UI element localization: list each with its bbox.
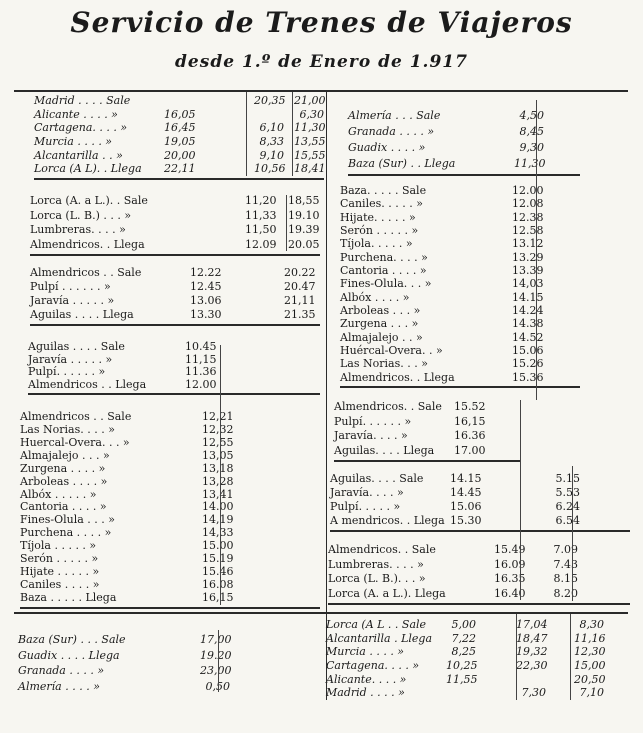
timetable-row bbox=[340, 251, 580, 264]
departure-time: 7.09 bbox=[553, 543, 578, 556]
station-label: Pulpí. . . . . . » bbox=[334, 414, 412, 428]
departure-time: 19,05 bbox=[164, 134, 196, 148]
departure-time: 21,11 bbox=[284, 294, 316, 307]
station-label: Alcantarilla . . » bbox=[34, 148, 123, 162]
timetable-row bbox=[334, 415, 520, 430]
timetable-block-r5 bbox=[328, 543, 630, 605]
departure-time: 15,00 bbox=[574, 658, 606, 672]
timetable-row bbox=[330, 472, 630, 486]
departure-time: 14.24 bbox=[512, 303, 544, 317]
column-divider bbox=[292, 92, 293, 176]
departure-time: 6.24 bbox=[555, 500, 580, 513]
station-label: Jaravía. . . . » bbox=[334, 429, 408, 442]
departure-time: 16.36 bbox=[454, 429, 486, 442]
departure-time: 4,50 bbox=[519, 109, 544, 122]
timetable-block-r2 bbox=[340, 184, 580, 388]
departure-time: 13.39 bbox=[512, 263, 544, 277]
departure-time: 12.00 bbox=[185, 377, 217, 391]
departure-time: 8,25 bbox=[451, 645, 476, 659]
departure-time: 13,18 bbox=[202, 461, 234, 475]
timetable-row bbox=[340, 264, 580, 277]
station-label: Almendricos. . Sale bbox=[328, 543, 436, 556]
departure-time: 11,16 bbox=[574, 631, 606, 645]
bottom-section-rule bbox=[14, 612, 628, 614]
timetable-row bbox=[330, 500, 630, 514]
departure-time: 16.09 bbox=[494, 557, 526, 571]
timetable-block-r4 bbox=[330, 472, 630, 532]
station-label: Almería . . . Sale bbox=[348, 109, 441, 122]
timetable-row bbox=[20, 411, 320, 424]
station-label: Guadix . . . . » bbox=[348, 141, 426, 154]
station-label: Lorca (A. a L.). . Sale bbox=[30, 194, 148, 207]
timetable-row bbox=[28, 341, 320, 354]
departure-time: 15.26 bbox=[512, 357, 544, 371]
timetable-row bbox=[340, 344, 580, 357]
timetable-row bbox=[34, 135, 324, 149]
departure-time: 10.45 bbox=[185, 340, 217, 353]
station-label: Hijate. . . . . » bbox=[340, 210, 416, 224]
timetable-row bbox=[340, 197, 580, 210]
timetable-row bbox=[30, 266, 320, 280]
departure-time: 13,28 bbox=[202, 474, 234, 488]
timetable-row bbox=[326, 645, 634, 659]
station-label: Caniles . . . . » bbox=[20, 577, 100, 591]
station-label: Almendricos . . Llega bbox=[28, 377, 147, 391]
departure-time: 22,11 bbox=[164, 162, 196, 176]
station-label: Madrid . . . . » bbox=[326, 686, 405, 700]
column-divider bbox=[536, 100, 537, 400]
column-divider bbox=[220, 345, 221, 605]
departure-time: 12.09 bbox=[245, 237, 277, 251]
departure-time: 12.00 bbox=[512, 184, 544, 197]
timetable-row bbox=[34, 162, 324, 176]
station-label: Baza. . . . . Sale bbox=[340, 184, 427, 197]
departure-time: 5.53 bbox=[555, 486, 580, 499]
departure-time: 13.06 bbox=[190, 294, 222, 307]
departure-time: 17,00 bbox=[200, 633, 232, 646]
departure-time: 7,10 bbox=[579, 686, 604, 700]
timetable-row bbox=[18, 632, 318, 648]
departure-time: 15.30 bbox=[450, 514, 482, 527]
station-label: Almajalejo . . . » bbox=[20, 448, 110, 462]
timetable-row bbox=[326, 673, 634, 687]
timetable-row bbox=[330, 514, 630, 528]
timetable-row bbox=[34, 94, 324, 108]
station-label: Lorca (A. a L.). Llega bbox=[328, 586, 446, 600]
timetable-row bbox=[340, 304, 580, 317]
station-label: Fines-Olula . . . » bbox=[20, 513, 116, 527]
timetable-row bbox=[20, 450, 320, 463]
departure-time: 16.08 bbox=[202, 577, 234, 591]
departure-time: 12,32 bbox=[202, 422, 234, 436]
timetable-row bbox=[20, 592, 320, 605]
station-label: Lumbreras. . . . » bbox=[30, 223, 126, 236]
timetable-block-l5 bbox=[20, 411, 320, 609]
timetable-block-r3 bbox=[334, 400, 520, 462]
timetable-row bbox=[30, 209, 320, 224]
departure-time: 19.10 bbox=[288, 208, 320, 222]
station-label: Baza (Sur) . . . Sale bbox=[18, 633, 126, 646]
departure-time: 12,30 bbox=[574, 645, 606, 659]
timetable-row bbox=[340, 331, 580, 344]
station-label: Hijate . . . . . » bbox=[20, 565, 100, 579]
departure-time: 14.52 bbox=[512, 330, 544, 344]
timetable-row bbox=[18, 648, 318, 664]
column-divider bbox=[286, 195, 287, 251]
departure-time: 5,00 bbox=[451, 618, 476, 631]
station-label: Baza . . . . . Llega bbox=[20, 590, 117, 604]
station-label: Murcia . . . . » bbox=[326, 645, 405, 659]
timetable-row bbox=[328, 558, 630, 573]
timetable-subtitle: desde 1.º de Enero de 1.917 bbox=[175, 52, 468, 72]
departure-time: 15.36 bbox=[512, 370, 544, 384]
departure-time: 8,33 bbox=[259, 134, 284, 148]
timetable-row bbox=[328, 543, 630, 558]
timetable-row bbox=[20, 437, 320, 450]
timetable-row bbox=[18, 663, 318, 679]
departure-time: 16,15 bbox=[454, 414, 486, 428]
departure-time: 12.08 bbox=[512, 197, 544, 211]
timetable-row bbox=[340, 357, 580, 370]
departure-time: 12.38 bbox=[512, 210, 544, 224]
timetable-row bbox=[340, 277, 580, 290]
timetable-row bbox=[30, 223, 320, 238]
station-label: Purchena . . . . » bbox=[20, 526, 112, 540]
departure-time: 12,55 bbox=[202, 435, 234, 449]
timetable-row bbox=[18, 679, 318, 695]
departure-time: 15.46 bbox=[202, 565, 234, 579]
timetable-block-l1 bbox=[34, 94, 324, 180]
station-label: Serón . . . . . » bbox=[20, 552, 99, 566]
timetable-row bbox=[30, 238, 320, 253]
station-label: Fines-Olula. . . » bbox=[340, 277, 432, 291]
departure-time: 7,30 bbox=[521, 686, 546, 700]
station-label: Baza (Sur) . . Llega bbox=[348, 157, 456, 170]
departure-time: 6.54 bbox=[555, 514, 580, 527]
timetable-block-l4 bbox=[28, 341, 320, 395]
departure-time: 23,00 bbox=[200, 664, 232, 677]
departure-time: 15.52 bbox=[454, 400, 486, 413]
station-label: Lumbreras. . . . » bbox=[328, 557, 424, 571]
station-label: Guadix . . . . Llega bbox=[18, 648, 120, 662]
station-label: Almendricos. . Llega bbox=[30, 237, 145, 251]
column-divider bbox=[520, 400, 521, 600]
station-label: Lorca (L. B.). . . » bbox=[328, 572, 426, 585]
departure-time: 11,15 bbox=[185, 352, 217, 366]
station-label: Cantoria . . . . » bbox=[340, 263, 427, 277]
departure-time: 11,33 bbox=[245, 208, 277, 222]
column-divider bbox=[572, 466, 573, 601]
station-label: Granada . . . . » bbox=[348, 125, 435, 138]
departure-time: 8.15 bbox=[553, 572, 578, 585]
timetable-row bbox=[328, 572, 630, 587]
station-label: Jaravía . . . . . » bbox=[30, 294, 115, 307]
timetable-row bbox=[34, 121, 324, 135]
timetable-row bbox=[28, 366, 320, 379]
departure-time: 20,00 bbox=[164, 148, 196, 162]
timetable-block-l2 bbox=[30, 194, 320, 256]
departure-time: 18,41 bbox=[294, 162, 326, 176]
departure-time: 15.49 bbox=[494, 543, 526, 556]
station-label: Pulpí. . . . . . » bbox=[28, 365, 106, 378]
departure-time: 16,45 bbox=[164, 121, 196, 135]
timetable-row bbox=[348, 108, 580, 124]
departure-time: 11.36 bbox=[185, 365, 217, 378]
departure-time: 19.20 bbox=[200, 648, 232, 662]
timetable-block-l3 bbox=[30, 266, 320, 326]
top-rule bbox=[14, 90, 628, 92]
departure-time: 9,10 bbox=[259, 148, 284, 162]
timetable-row bbox=[30, 280, 320, 294]
timetable-row bbox=[340, 317, 580, 330]
station-label: Aguilas . . . . Llega bbox=[30, 308, 134, 321]
timetable-block-r1 bbox=[348, 108, 580, 176]
departure-time: 8,45 bbox=[519, 125, 544, 138]
timetable-row bbox=[20, 476, 320, 489]
station-label: Almendricos. . Llega bbox=[340, 370, 455, 384]
departure-time: 20.22 bbox=[284, 266, 316, 279]
departure-time: 11,50 bbox=[245, 223, 277, 236]
station-label: Cantoria . . . . » bbox=[20, 500, 107, 514]
station-label: Zurgena . . . » bbox=[340, 317, 419, 331]
departure-time: 20.05 bbox=[288, 237, 320, 251]
station-label: Alicante. . . . » bbox=[326, 672, 407, 686]
station-label: Almajalejo . . » bbox=[340, 330, 423, 344]
departure-time: 12,21 bbox=[202, 410, 234, 423]
departure-time: 6,30 bbox=[299, 107, 324, 121]
station-label: Murcia . . . . » bbox=[34, 134, 113, 148]
station-label: Almendricos . . Sale bbox=[20, 410, 132, 423]
timetable-row bbox=[334, 429, 520, 444]
departure-time: 7,22 bbox=[451, 631, 476, 645]
timetable-row bbox=[334, 444, 520, 459]
timetable-row bbox=[340, 371, 580, 384]
timetable-row bbox=[20, 424, 320, 437]
station-label: Aguilas . . . . Sale bbox=[28, 340, 125, 353]
departure-time: 14,33 bbox=[202, 526, 234, 540]
column-divider bbox=[218, 630, 219, 692]
timetable-row bbox=[348, 156, 580, 172]
departure-time: 17,04 bbox=[516, 618, 548, 631]
station-label: Cartagena. . . . » bbox=[34, 121, 128, 135]
departure-time: 5.15 bbox=[555, 472, 580, 485]
station-label: Almería . . . . » bbox=[18, 679, 100, 693]
station-label: Arboleas . . . . » bbox=[20, 474, 108, 488]
column-divider bbox=[516, 612, 517, 700]
departure-time: 18,47 bbox=[516, 631, 548, 645]
departure-time: 6,10 bbox=[259, 121, 284, 135]
station-label: Cartagena. . . . » bbox=[326, 658, 420, 672]
station-label: Tíjola . . . . . » bbox=[20, 539, 97, 553]
timetable-row bbox=[326, 618, 634, 632]
timetable-row bbox=[34, 149, 324, 163]
station-label: Alcantarilla . Llega bbox=[326, 631, 433, 645]
departure-time: 14.15 bbox=[450, 472, 482, 485]
station-label: Granada . . . . » bbox=[18, 664, 105, 677]
departure-time: 15.19 bbox=[202, 552, 234, 566]
timetable-row bbox=[340, 291, 580, 304]
departure-time: 0,50 bbox=[205, 679, 230, 693]
departure-time: 16.40 bbox=[494, 586, 526, 600]
departure-time: 14,19 bbox=[202, 513, 234, 527]
departure-time: 14,03 bbox=[512, 277, 544, 291]
departure-time: 15,55 bbox=[294, 148, 326, 162]
timetable-row bbox=[340, 184, 580, 197]
station-label: Aguilas. . . . Sale bbox=[330, 472, 424, 485]
departure-time: 14.00 bbox=[202, 500, 234, 514]
departure-time: 16.35 bbox=[494, 572, 526, 585]
station-label: Lorca (L. B.) . . . » bbox=[30, 208, 132, 222]
departure-time: 11,30 bbox=[294, 121, 326, 135]
timetable-row bbox=[30, 294, 320, 308]
departure-time: 19.39 bbox=[288, 223, 320, 236]
station-label: Las Norias. . . » bbox=[340, 357, 428, 371]
departure-time: 12.22 bbox=[190, 266, 222, 279]
departure-time: 7.43 bbox=[553, 557, 578, 571]
timetable-row bbox=[334, 400, 520, 415]
station-label: A mendricos. . Llega bbox=[330, 514, 445, 527]
station-label: Las Norias. . . . » bbox=[20, 422, 115, 436]
timetable-row bbox=[34, 108, 324, 122]
departure-time: 20,35 bbox=[254, 94, 286, 107]
departure-time: 15.00 bbox=[202, 539, 234, 553]
departure-time: 11,30 bbox=[514, 157, 546, 170]
station-label: Almendricos . . Sale bbox=[30, 266, 142, 279]
departure-time: 13,05 bbox=[202, 448, 234, 462]
departure-time: 16,05 bbox=[164, 107, 196, 121]
departure-time: 20,50 bbox=[574, 672, 606, 686]
column-divider bbox=[570, 612, 571, 700]
departure-time: 17.00 bbox=[454, 443, 486, 457]
station-label: Jaravía . . . . . » bbox=[28, 352, 113, 366]
departure-time: 16,15 bbox=[202, 590, 234, 604]
station-label: Albóx . . . . » bbox=[340, 290, 410, 304]
station-label: Huércal-Overa. . » bbox=[340, 343, 443, 357]
timetable-row bbox=[348, 140, 580, 156]
departure-time: 15.06 bbox=[512, 343, 544, 357]
departure-time: 13.30 bbox=[190, 308, 222, 321]
timetable-row bbox=[20, 579, 320, 592]
departure-time: 9,30 bbox=[519, 141, 544, 154]
departure-time: 8,30 bbox=[579, 618, 604, 631]
station-label: Aguilas. . . . Llega bbox=[334, 443, 435, 457]
departure-time: 13.12 bbox=[512, 237, 544, 251]
station-label: Huercal-Overa. . . » bbox=[20, 435, 130, 449]
timetable-row bbox=[326, 686, 634, 700]
timetable-row bbox=[340, 211, 580, 224]
timetable-block-l6 bbox=[18, 632, 318, 698]
station-label: Pulpí . . . . . . » bbox=[30, 280, 111, 293]
departure-time: 20.47 bbox=[284, 280, 316, 293]
departure-time: 13.29 bbox=[512, 250, 544, 264]
station-label: Serón . . . . . » bbox=[340, 223, 419, 237]
timetable-row bbox=[28, 379, 320, 392]
station-label: Zurgena . . . . » bbox=[20, 461, 106, 475]
departure-time: 13,55 bbox=[294, 134, 326, 148]
departure-time: 21.35 bbox=[284, 308, 316, 321]
departure-time: 14.15 bbox=[512, 290, 544, 304]
departure-time: 10,25 bbox=[446, 658, 478, 672]
timetable-row bbox=[340, 224, 580, 237]
station-label: Arboleas . . . » bbox=[340, 303, 421, 317]
departure-time: 14.38 bbox=[512, 317, 544, 331]
departure-time: 8.20 bbox=[553, 586, 578, 600]
station-label: Pulpí. . . . . » bbox=[330, 500, 401, 513]
center-divider bbox=[326, 90, 327, 700]
departure-time: 18,55 bbox=[288, 194, 320, 207]
timetable-row bbox=[30, 194, 320, 209]
station-label: Lorca (A L). . Llega bbox=[34, 162, 142, 176]
departure-time: 12.58 bbox=[512, 223, 544, 237]
departure-time: 11,20 bbox=[245, 194, 277, 207]
timetable-row bbox=[326, 659, 634, 673]
station-label: Jaravía. . . . » bbox=[330, 486, 404, 499]
timetable-row bbox=[340, 237, 580, 250]
timetable-row bbox=[348, 124, 580, 140]
departure-time: 11,55 bbox=[446, 672, 478, 686]
timetable-row bbox=[30, 308, 320, 322]
departure-time: 21,00 bbox=[294, 94, 326, 107]
station-label: Lorca (A L . . Sale bbox=[326, 618, 427, 631]
departure-time: 12.45 bbox=[190, 280, 222, 293]
station-label: Tíjola. . . . . » bbox=[340, 237, 413, 251]
station-label: Purchena. . . . » bbox=[340, 250, 428, 264]
departure-time: 14.45 bbox=[450, 486, 482, 499]
timetable-row bbox=[328, 587, 630, 602]
departure-time: 13,41 bbox=[202, 487, 234, 501]
timetable-row bbox=[326, 632, 634, 646]
departure-time: 15.06 bbox=[450, 500, 482, 513]
timetable-row bbox=[20, 463, 320, 476]
timetable-block-r6 bbox=[326, 618, 634, 704]
station-label: Albóx . . . . . » bbox=[20, 487, 97, 501]
timetable-row bbox=[330, 486, 630, 500]
station-label: Madrid . . . . Sale bbox=[34, 94, 131, 107]
station-label: Caniles. . . . . » bbox=[340, 197, 423, 211]
departure-time: 19,32 bbox=[516, 645, 548, 659]
timetable-title: Servicio de Trenes de Viajeros bbox=[70, 6, 573, 39]
departure-time: 10,56 bbox=[254, 162, 286, 176]
station-label: Almendricos. . Sale bbox=[334, 400, 442, 413]
station-label: Alicante . . . . » bbox=[34, 107, 118, 121]
departure-time: 22,30 bbox=[516, 658, 548, 672]
column-divider bbox=[246, 92, 247, 176]
